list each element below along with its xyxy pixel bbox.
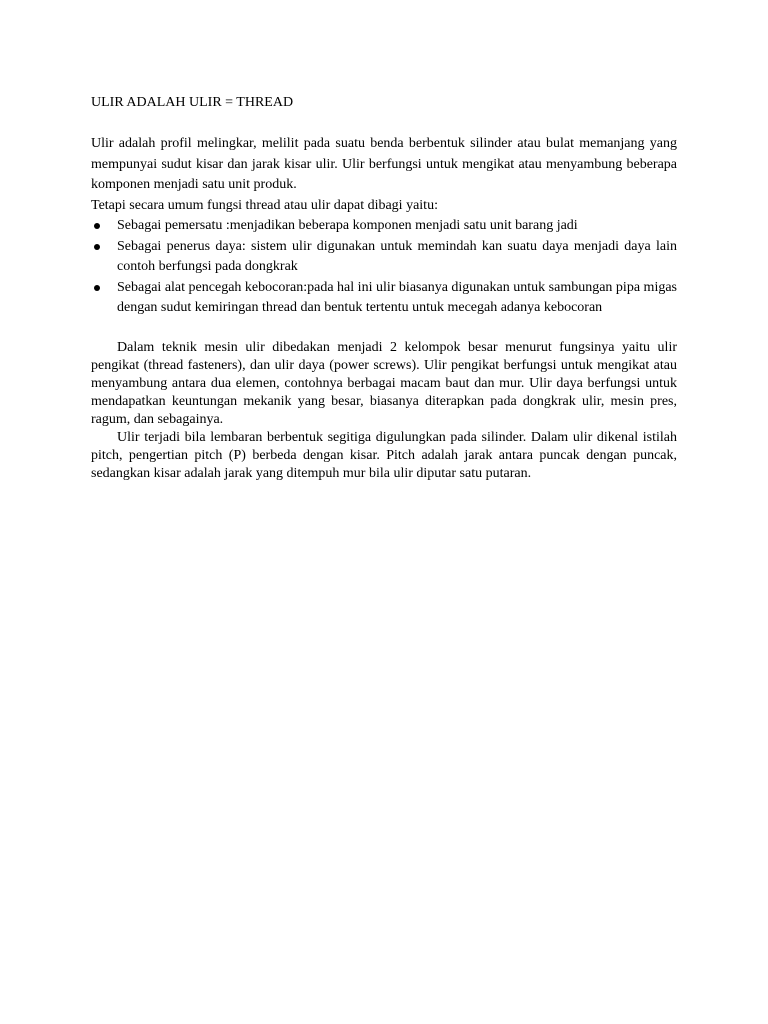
document-page xyxy=(91,93,677,483)
paragraph-classification: Dalam teknik mesin ulir dibedakan menjadi 2 kelompok besar menurut fungsinya yaitu ulir pengikat (thread fasteners), dan ulir daya (power screws). Ulir pengikat berfungsi untuk mengikat atau menyambung antara dua elemen, contohnya berbagai macam baut dan mur. Ulir daya berfungsi untuk mendapatkan keuntungan mekanik yang besar, biasanya diterapkan pada dongkrak ulir, mesin pres, ragum, dan sebagainya. xyxy=(91,339,677,427)
bullet-icon xyxy=(94,223,100,229)
function-list xyxy=(91,216,677,319)
list-item-text: Sebagai pemersatu :menjadikan beberapa komponen menjadi satu unit barang jadi xyxy=(117,218,578,233)
list-item-text: Sebagai penerus daya: sistem ulir digunakan untuk memindah kan suatu daya menjadi daya lain contoh berfungsi pada dongkrak xyxy=(117,238,677,274)
list-item xyxy=(91,237,677,278)
list-item xyxy=(91,216,677,237)
list-item xyxy=(91,278,677,319)
bullet-icon xyxy=(94,244,100,250)
paragraph-intro: Tetapi secara umum fungsi thread atau ulir dapat dibagi yaitu: xyxy=(91,197,438,213)
paragraph-definition: Ulir adalah profil melingkar, melilit pada suatu benda berbentuk silinder atau bulat memanjang yang mempunyai sudut kisar dan jarak kisar ulir. Ulir berfungsi untuk mengikat atau menyambung beberapa komponen menjadi satu unit produk. xyxy=(91,136,677,192)
paragraph-pitch: Ulir terjadi bila lembaran berbentuk segitiga digulungkan pada silinder. Dalam ulir dikenal istilah pitch, pengertian pitch (P) berbeda dengan kisar. Pitch adalah jarak antara puncak dengan puncak, sedangkan kisar adalah jarak yang ditempuh mur bila ulir diputar satu putaran. xyxy=(91,429,677,481)
bullet-icon xyxy=(94,285,100,291)
document-title: ULIR ADALAH ULIR = THREAD xyxy=(91,95,294,110)
list-item-text: Sebagai alat pencegah kebocoran:pada hal ini ulir biasanya digunakan untuk sambungan pipa migas dengan sudut kemiringan thread dan bentuk tertentu untuk mecegah adanya kebocoran xyxy=(117,279,677,315)
